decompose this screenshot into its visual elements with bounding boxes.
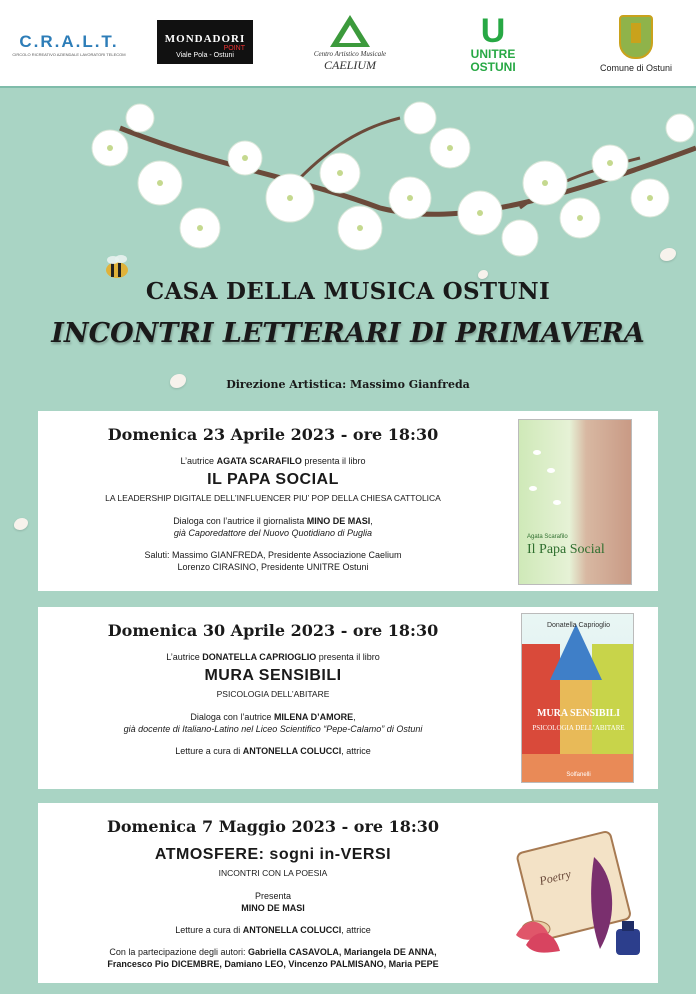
greeting-line-1: Saluti: Massimo GIANFREDA, Presidente Associazione Caelium: [144, 550, 402, 560]
cover-1-author: Agata Scarafilo: [527, 534, 568, 540]
authors-prefix: Con la partecipazione degli autori:: [109, 947, 246, 957]
scroll-text: Poetry: [537, 866, 573, 888]
cover-2-publisher: Solfanelli: [566, 772, 591, 778]
event-3-presenta: [38, 890, 508, 914]
crest-icon: [619, 15, 653, 59]
event-1-author: AGATA SCARAFILO: [216, 456, 302, 466]
event-1-dialog-role: già Caporedattore del Nuovo Quotidiano di Puglia: [173, 528, 373, 538]
event-2-date: Domenica 30 Aprile 2023 - ore 18:30: [107, 621, 439, 640]
dove-icon: [529, 486, 537, 491]
event-1-text: [38, 411, 508, 573]
page-subtitle: INCONTRI LETTERARI DI PRIMAVERA: [51, 318, 645, 349]
caelium-logo: [300, 8, 400, 80]
petal-decoration: [14, 518, 28, 530]
event-3-subtitle: INCONTRI CON LA POESIA: [218, 868, 328, 878]
event-1-date: Domenica 23 Aprile 2023 - ore 18:30: [107, 425, 439, 444]
event-panel-3: [38, 803, 658, 983]
event-2-text: [38, 607, 508, 757]
event-3-date: Domenica 7 Maggio 2023 - ore 18:30: [106, 817, 440, 836]
comune-name: Comune di Ostuni: [599, 63, 673, 73]
event-1-dialog-person: MINO DE MASI: [306, 516, 371, 526]
unitre-logo: [458, 8, 528, 80]
event-2-reader: ANTONELLA COLUCCI: [242, 746, 342, 756]
caelium-line2: CAELIUM: [324, 58, 376, 72]
reading-prefix: Letture a cura di: [175, 925, 241, 935]
event-2-reading: [38, 745, 508, 757]
event-1-book-subtitle: LA LEADERSHIP DIGITALE DELL’INFLUENCER PIU’ POP DELLA CHIESA CATTOLICA: [105, 493, 441, 503]
cover-2-author: Donatella Caprioglio: [546, 622, 611, 629]
event-2-dialog-role: già docente di Italiano-Latino nel Liceo Scientifico “Pepe-Calamo” di Ostuni: [123, 724, 423, 734]
unitre-name: UNITRE: [470, 47, 516, 61]
bee-icon: [101, 254, 133, 280]
event-3-reading: [38, 924, 508, 936]
artistic-direction: Direzione Artistica: Massimo Gianfreda: [226, 378, 470, 391]
event-panel-1: [38, 411, 658, 591]
cover-2-subtitle: PSICOLOGIA DELL’ABITARE: [532, 724, 625, 732]
event-2-book-title: MURA SENSIBILI: [204, 667, 342, 684]
dialog-prefix: Dialoga con l’autrice il giornalista: [173, 516, 305, 526]
event-3-title: ATMOSFERE: sogni in-VERSI: [154, 846, 392, 863]
cralt-logo: [10, 8, 128, 80]
book-cover-mura-sensibili: [521, 613, 634, 783]
event-2-dialog-person: MILENA D’AMORE: [273, 712, 354, 722]
event-2-intro: [38, 652, 508, 662]
caelium-triangle-icon: [330, 15, 370, 47]
caelium-line1: Centro Artistico Musicale: [313, 50, 387, 58]
mondadori-point: POINT: [223, 44, 245, 52]
mondadori-brand: MONDADORI: [164, 32, 246, 45]
event-3-text: [38, 803, 508, 970]
event-1-intro: [38, 456, 508, 466]
reading-suffix: , attrice: [341, 746, 371, 756]
mondadori-address: Viale Pola - Ostuni: [157, 52, 253, 63]
cralt-tagline: CIRCOLO RICREATIVO AZIENDALE LAVORATORI TELECOM: [12, 51, 126, 57]
event-panel-2: [38, 607, 658, 789]
blossom-branch-icon: [0, 88, 696, 278]
reading-suffix: , attrice: [341, 925, 371, 935]
reading-prefix: Letture a cura di: [175, 746, 241, 756]
page-title: CASA DELLA MUSICA OSTUNI: [145, 278, 551, 305]
event-1-greetings: [38, 549, 508, 573]
greeting-line-2: Lorenzo CIRASINO, Presidente UNITRE Ostuni: [177, 562, 369, 572]
dove-icon: [533, 450, 541, 455]
dove-icon: [547, 468, 555, 473]
event-2-author: DONATELLA CAPRIOGLIO: [202, 652, 317, 662]
intro-prefix: L’autrice: [166, 652, 200, 662]
sponsor-bar: [0, 0, 696, 88]
authors-line-2: Francesco Pio DICEMBRE, Damiano LEO, Vincenzo PALMISANO, Maria PEPE: [107, 959, 439, 969]
comune-logo: [590, 8, 682, 80]
book-cover-papa-social: [518, 419, 632, 585]
cralt-name: C.R.A.L.T.: [19, 31, 119, 51]
dove-icon: [553, 500, 561, 505]
event-3-presenter: MINO DE MASI: [241, 903, 305, 913]
event-2-dialog: Dialoga con l’autrice MILENA D’AMORE, già docente di Italiano-Latino nel Liceo Scientifico “Pepe-Calamo” di Ostuni: [123, 712, 423, 734]
dialog-prefix: Dialoga con l’autrice: [190, 712, 272, 722]
authors-line-1: Gabriella CASAVOLA, Mariangela DE ANNA,: [248, 947, 437, 957]
cover-2-title: MURA SENSIBILI: [536, 708, 621, 719]
cover-1-title: Il Papa Social: [527, 542, 605, 557]
event-2-book-subtitle: PSICOLOGIA DELL’ABITARE: [216, 689, 330, 699]
event-1-dialog: Dialoga con l’autrice il giornalista MINO DE MASI, già Caporedattore del Nuovo Quotidiano di Puglia: [173, 516, 373, 538]
intro-suffix: presenta il libro: [304, 456, 366, 466]
intro-suffix: presenta il libro: [318, 652, 380, 662]
unitre-mark: U: [480, 12, 506, 50]
poetry-scroll-icon: [496, 817, 654, 975]
event-3-authors: [38, 946, 508, 970]
presenta-label: Presenta: [254, 891, 292, 901]
unitre-city: OSTUNI: [470, 60, 516, 74]
event-1-book-title: IL PAPA SOCIAL: [207, 471, 339, 488]
event-3-reader: ANTONELLA COLUCCI: [242, 925, 342, 935]
intro-prefix: L’autrice: [180, 456, 215, 466]
